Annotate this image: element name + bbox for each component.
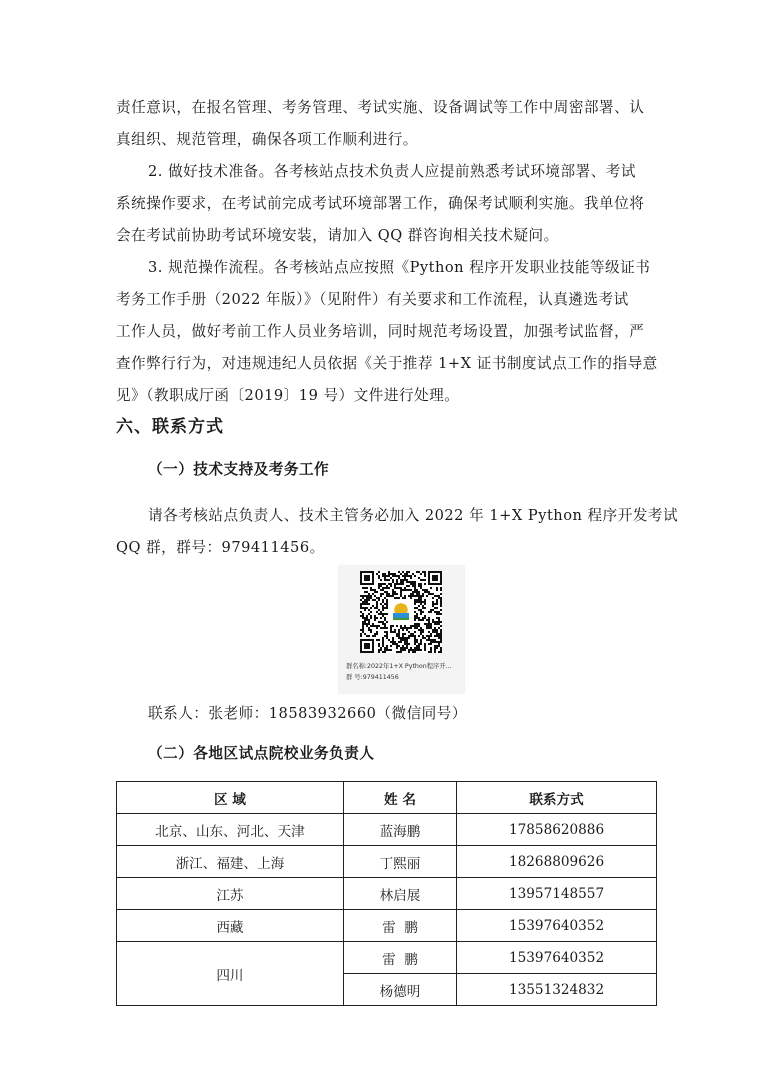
paragraph-responsibility (116, 92, 656, 156)
cell-name: 杨德明 (343, 974, 456, 1006)
text-line: QQ 群，群号：979411456。 (116, 539, 325, 556)
text-line: 请各考核站点负责人、技术主管务必加入 2022 年 1+X Python 程序开发考试 (148, 507, 679, 524)
cell-region: 西藏 (117, 910, 344, 942)
cell-name: 雷 鹏 (343, 942, 456, 974)
qr-code-icon (360, 571, 442, 653)
cell-phone: 17858620886 (457, 814, 657, 846)
text-line: 真组织、规范管理，确保各项工作顺利进行。 (116, 131, 418, 148)
text-line: 系统操作要求，在考试前完成考试环境部署工作，确保考试顺利实施。我单位将 (116, 195, 645, 212)
table-header-row (117, 782, 657, 814)
section-heading-contact: 六、联系方式 (116, 417, 224, 437)
table-row (117, 910, 657, 942)
qr-caption (346, 661, 462, 683)
table-row (117, 814, 657, 846)
cell-phone: 15397640352 (457, 942, 657, 974)
text-line: 查作弊行行为，对违规违纪人员依据《关于推荐 1+X 证书制度试点工作的指导意 (116, 355, 658, 372)
cell-phone: 18268809626 (457, 846, 657, 878)
text-line: 考务工作手册（2022 年版）》（见附件）有关要求和工作流程，认真遴选考试 (116, 291, 629, 308)
header-region: 区 域 (117, 782, 344, 814)
table-row (117, 942, 657, 974)
header-name: 姓 名 (343, 782, 456, 814)
cell-phone: 15397640352 (457, 910, 657, 942)
cell-phone: 13957148557 (457, 878, 657, 910)
cell-region: 浙江、福建、上海 (117, 846, 344, 878)
cell-name: 林启展 (343, 878, 456, 910)
qq-group-qr-card (339, 566, 464, 693)
qr-group-name: 群名称:2022年1+X Python程序开... (346, 663, 452, 670)
cell-phone: 13551324832 (457, 974, 657, 1006)
regional-contacts-table (116, 781, 657, 1006)
text-line: 会在考试前协助考试环境安装，请加入 QQ 群咨询相关技术疑问。 (116, 227, 559, 244)
paragraph-procedures (116, 252, 656, 412)
contact-person: 联系人：张老师：18583932660（微信同号） (148, 705, 467, 722)
cell-name: 丁熙丽 (343, 846, 456, 878)
cell-region: 北京、山东、河北、天津 (117, 814, 344, 846)
header-contact: 联系方式 (457, 782, 657, 814)
text-line: 工作人员，做好考前工作人员业务培训，同时规范考场设置，加强考试监督，严 (116, 323, 645, 340)
text-line: 2. 做好技术准备。各考核站点技术负责人应提前熟悉考试环境部署、考试 (148, 163, 636, 180)
cell-region: 江苏 (117, 878, 344, 910)
text-line: 3. 规范操作流程。各考核站点应按照《Python 程序开发职业技能等级证书 (148, 259, 651, 276)
cell-name: 雷 鹏 (343, 910, 456, 942)
paragraph-technical-prep (116, 156, 656, 252)
qr-group-number: 群 号:979411456 (346, 674, 399, 681)
text-line: 责任意识，在报名管理、考务管理、考试实施、设备调试等工作中周密部署、认 (116, 99, 645, 116)
table-row (117, 878, 657, 910)
cell-region: 四川 (117, 942, 344, 1006)
table-row (117, 846, 657, 878)
subheading-tech-support: （一）技术支持及考务工作 (148, 461, 330, 478)
subheading-regional-contacts: （二）各地区试点院校业务负责人 (148, 745, 375, 762)
paragraph-qq-group (116, 500, 679, 564)
text-line: 见》（教职成厅函〔2019〕19 号）文件进行处理。 (116, 387, 460, 404)
cell-name: 蓝海鹏 (343, 814, 456, 846)
